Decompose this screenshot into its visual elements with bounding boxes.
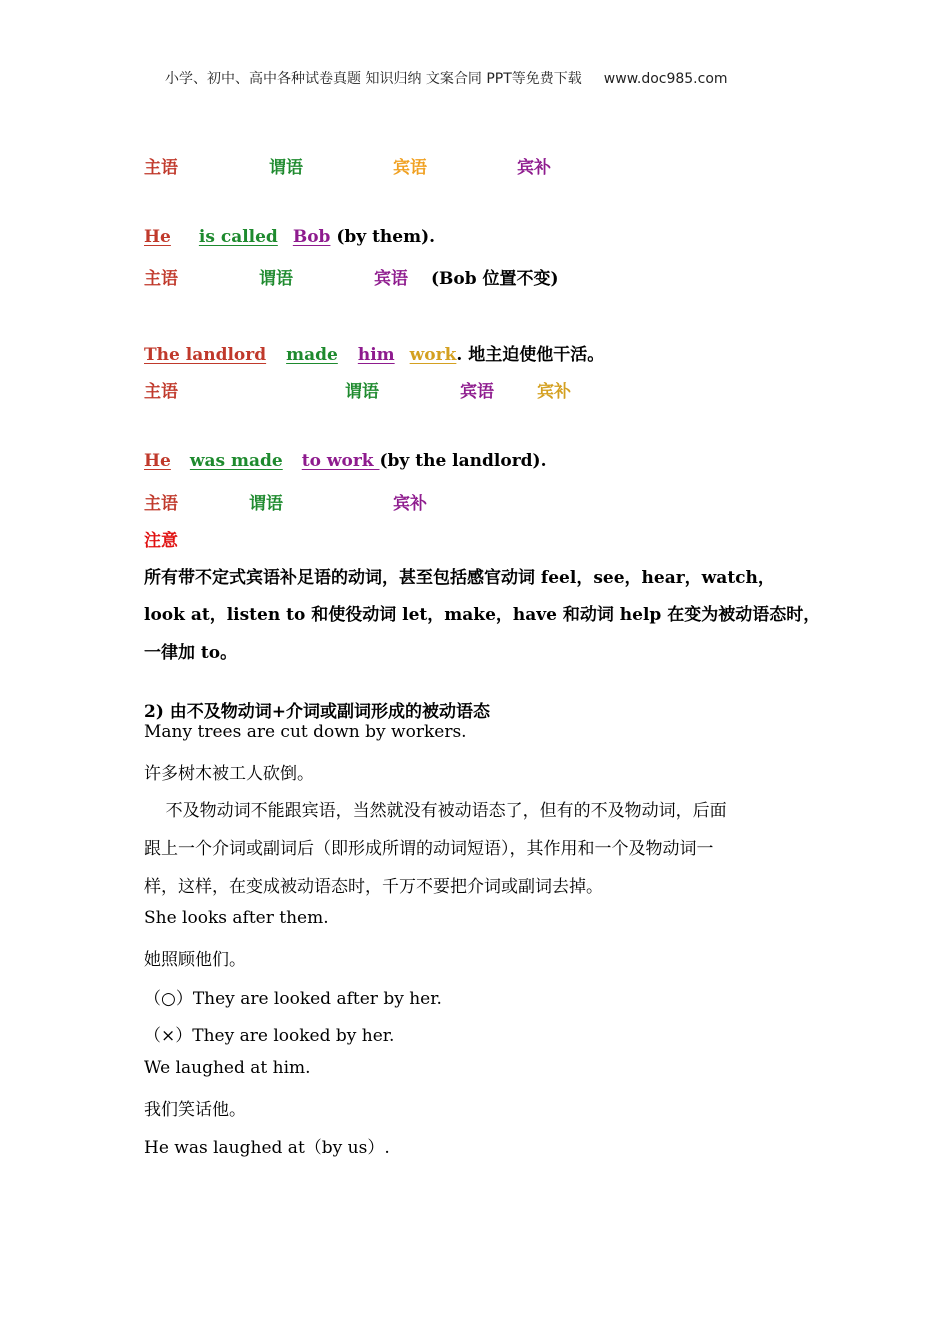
ex1-label-object: 宾语 [374, 269, 408, 289]
ex2-rest: . 地主迫使他干活。 [456, 345, 605, 365]
section-2-paragraph-line-2: 跟上一个介词或副词后（即形成所谓的动词短语），其作用和一个及物动词一 [144, 839, 714, 859]
sentence-we-laughed-cn: 我们笑话他。 [144, 1100, 246, 1120]
sentence-correct-passive: （○）They are looked after by her. [144, 989, 442, 1009]
ex1-label-predicate: 谓语 [259, 269, 293, 289]
ex2-label-complement: 宾补 [537, 382, 571, 402]
ex1-subject: He [144, 227, 171, 247]
ex1-predicate: is called [198, 227, 278, 247]
ex3-complement: to work [301, 451, 380, 471]
section-2-heading: 2) 由不及物动词+介词或副词形成的被动语态 [144, 702, 491, 722]
attention-line-2: look at，listen to 和使役动词 let，make，have 和动词 help 在变为被动语态时， [144, 605, 821, 625]
ex3-label-predicate: 谓语 [249, 494, 283, 514]
attention-title: 注意 [144, 531, 178, 551]
ex3-rest: (by the landlord). [379, 451, 547, 471]
sentence-he-was-laughed-at: He was laughed at（by us）. [144, 1138, 390, 1158]
ex3-subject: He [144, 451, 171, 471]
page-header [165, 68, 728, 88]
ex3-label-complement: 宾补 [393, 494, 427, 514]
ex2-label-object: 宾语 [460, 382, 494, 402]
section-2-example-en: Many trees are cut down by workers. [144, 722, 467, 742]
section-2-example-cn: 许多树木被工人砍倒。 [144, 764, 314, 784]
section-2-paragraph-line-3: 样，这样，在变成被动语态时，千万不要把介词或副词去掉。 [144, 877, 603, 897]
ex1-object: Bob [292, 227, 331, 247]
section-2-paragraph-line-1: 不及物动词不能跟宾语，当然就没有被动语态了，但有的不及物动词，后面 [144, 801, 727, 821]
header-text: 小学、初中、高中各种试卷真题 知识归纳 文案合同 PPT等免费下载 [165, 71, 582, 87]
ex1-rest: (by them). [330, 227, 436, 247]
ex2-object: him [357, 345, 395, 365]
ex2-label-predicate: 谓语 [345, 382, 379, 402]
sentence-wrong-passive: （×）They are looked by her. [144, 1026, 395, 1046]
example-3-sentence [144, 451, 547, 471]
sentence-we-laughed: We laughed at him. [144, 1058, 311, 1078]
legend-complement: 宾补 [517, 158, 551, 178]
sentence-she-looks-after-cn: 她照顾他们。 [144, 950, 246, 970]
ex1-label-subject: 主语 [144, 269, 178, 289]
sentence-she-looks-after: She looks after them. [144, 908, 329, 928]
example-1-sentence [144, 227, 435, 247]
ex2-label-subject: 主语 [144, 382, 178, 402]
attention-line-1: 所有带不定式宾语补足语的动词，甚至包括感官动词 feel，see，hear，watch， [144, 568, 775, 588]
example-2-sentence [144, 340, 604, 365]
ex2-predicate: made [286, 345, 338, 365]
header-url[interactable]: www.doc985.com [603, 71, 728, 87]
attention-line-3: 一律加 to。 [144, 643, 238, 663]
ex3-predicate: was made [189, 451, 283, 471]
ex3-label-subject: 主语 [144, 494, 178, 514]
legend-object: 宾语 [393, 158, 427, 178]
legend-predicate: 谓语 [269, 158, 303, 178]
legend-subject: 主语 [144, 158, 178, 178]
ex2-subject: The landlord [144, 345, 267, 365]
ex1-note: (Bob 位置不变) [431, 269, 559, 289]
ex2-complement: work [409, 345, 457, 365]
